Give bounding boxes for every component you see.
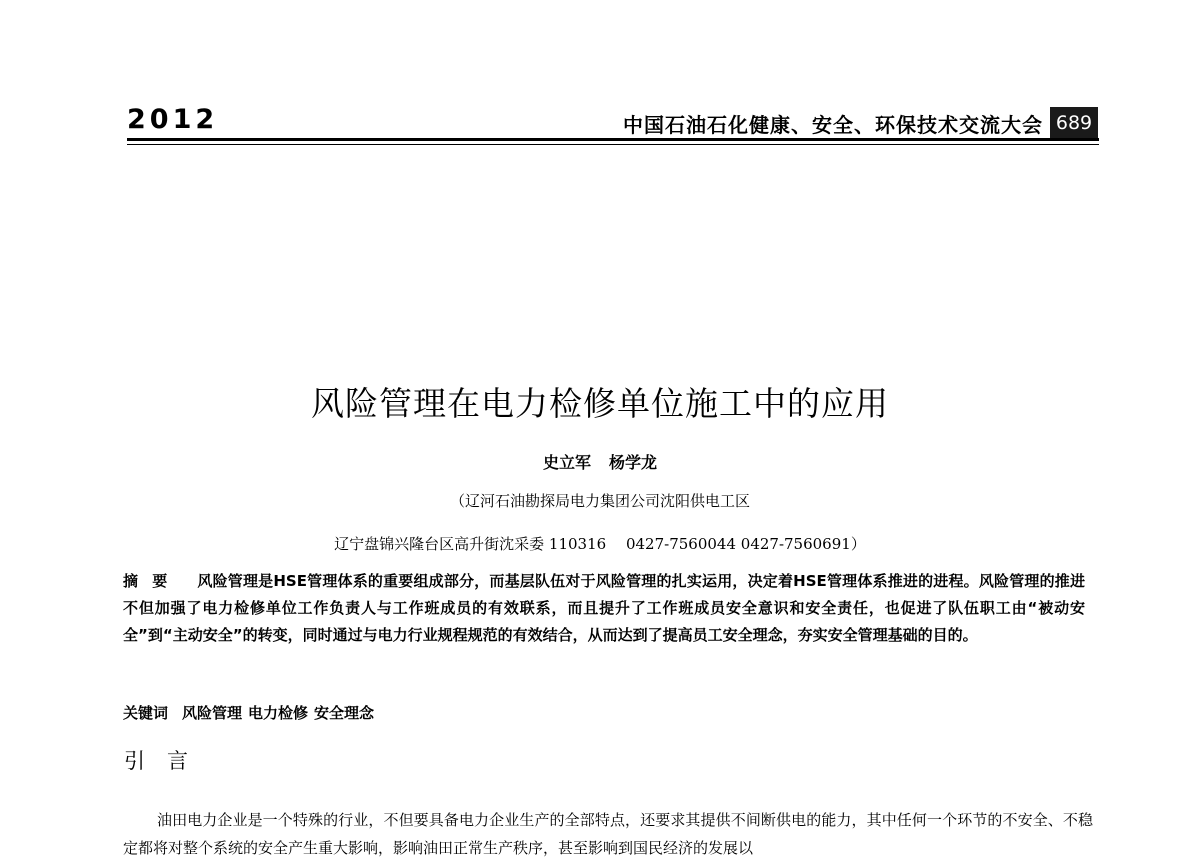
keywords	[123, 700, 1085, 727]
section-heading: 引言	[124, 749, 210, 773]
paper-title: 风险管理在电力检修单位施工中的应用	[311, 384, 889, 423]
header-conference-name: 中国石油石化健康、安全、环保技术交流大会	[623, 113, 1043, 137]
abstract	[123, 568, 1085, 649]
author-name: 史立军	[542, 453, 591, 472]
affiliation-line: （辽河石油勘探局电力集团公司沈阳供电工区	[449, 492, 750, 510]
abstract-label: 摘要	[123, 572, 182, 590]
header-rule-thick	[127, 138, 1099, 141]
keywords-label: 关键词	[123, 704, 169, 722]
author-list	[0, 450, 1200, 473]
keyword: 安全理念	[314, 704, 375, 722]
abstract-text: 风险管理是HSE管理体系的重要组成部分，而基层队伍对于风险管理的扎实运用，决定着HSE管理体系推进的进程。风险管理的推进不但加强了电力检修单位工作负责人与工作班成员的有效联系，而且提升了工作班成员安全意识和安全责任，也促进了队伍职工由“被动安全”到“主动安全”的转变，同时通过与电力行业规程规范的有效结合，从而达到了提高员工安全理念，夯实安全管理基础的目的。	[123, 572, 1085, 644]
keyword: 风险管理	[182, 704, 243, 722]
intro-paragraph: 油田电力企业是一个特殊的行业，不但要具备电力企业生产的全部特点，还要求其提供不间断供电的能力，其中任何一个环节的不安全、不稳定都将对整个系统的安全产生重大影响，影响油田正常生产秩序，甚至影响到国民经济的发展以	[123, 811, 1093, 857]
affiliation-address-line: 辽宁盘锦兴隆台区高升街沈采委 110316 0427-7560044 0427-7560691）	[334, 535, 866, 553]
header-rule-thin	[127, 144, 1099, 145]
keyword: 电力检修	[248, 704, 309, 722]
page-number: 689	[1050, 107, 1098, 138]
author-name: 杨学龙	[609, 453, 658, 472]
header-year: 2012	[127, 104, 219, 135]
